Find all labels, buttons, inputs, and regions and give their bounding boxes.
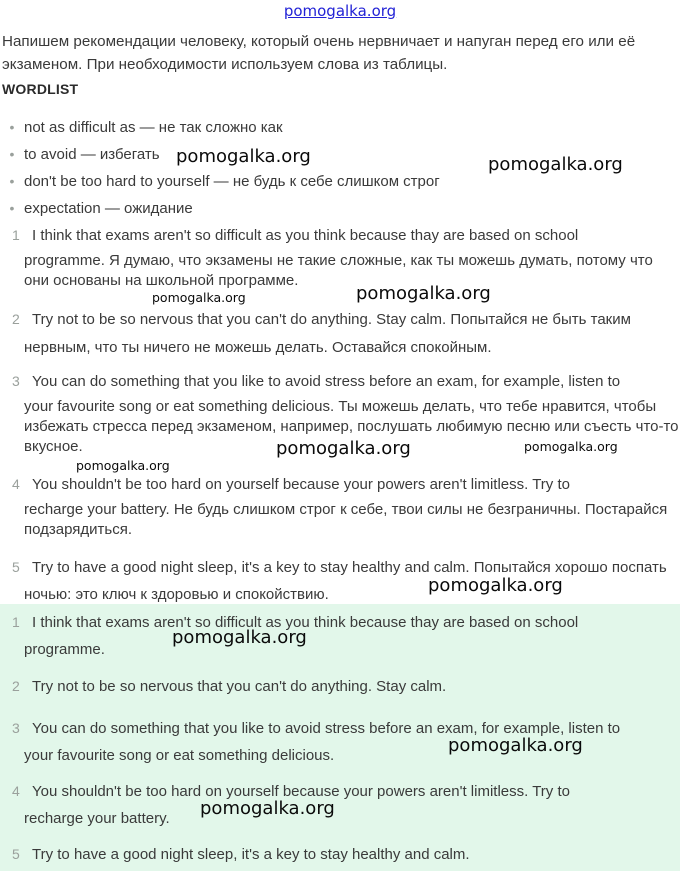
wordlist-heading: WORDLIST	[2, 81, 79, 97]
watermark-text: pomogalka.org	[356, 283, 491, 304]
watermark-text: pomogalka.org	[448, 735, 583, 756]
bullet-icon: •	[9, 119, 15, 135]
answer-en-line1: I think that exams aren't so difficult as you think because thay are based on school	[32, 614, 579, 631]
answer-en-line2: your favourite song or eat something delicious.	[24, 747, 335, 764]
answer-en-5	[0, 841, 680, 868]
bullet-icon: •	[9, 200, 15, 216]
answer-en: Try not to be so nervous that you can't do anything. Stay calm.	[32, 678, 447, 695]
item-number: 5	[12, 559, 20, 575]
answer-ru: Ты можешь делать, что тебе нравится, чтобы избежать стресса перед экзаменом, например, послушать любимую песню или съесть что-то вкусное.	[24, 398, 679, 455]
watermark-text: pomogalka.org	[172, 627, 307, 648]
item-number: 5	[12, 846, 20, 862]
wordlist-item: • not as difficult as — не так сложно как	[0, 116, 440, 143]
watermark-text: pomogalka.org	[276, 438, 411, 459]
answer-en-line2: recharge your battery.	[24, 810, 170, 827]
answer-en-line1: I think that exams aren't so difficult as you think because thay are based on school	[32, 227, 579, 244]
item-number: 3	[12, 720, 20, 736]
bullet-icon: •	[9, 173, 15, 189]
item-number: 1	[12, 227, 20, 243]
answer-en-1	[0, 609, 680, 663]
answer-translated-5	[0, 554, 680, 608]
answer-en-line2: programme.	[24, 641, 105, 658]
answer-translated-1	[0, 222, 680, 291]
task-intro: Напишем рекомендации человеку, который очень нервничает и напуган перед его или её экзаменом. При необходимости используем слова из таблицы.	[2, 33, 636, 73]
wordlist-item: • expectation — ожидание	[0, 197, 440, 224]
answer-en-line1: You shouldn't be too hard on yourself because your powers aren't limitless. Try to	[32, 783, 570, 800]
watermark-text: pomogalka.org	[176, 146, 311, 167]
answer-translated-2	[0, 306, 680, 362]
answer-ru: Попытайся не быть таким нервным, что ты ничего не можешь делать. Оставайся спокойным.	[24, 311, 631, 356]
top-watermark-link[interactable]: pomogalka.org	[283, 2, 397, 20]
answer-en: Try to have a good night sleep, it's a key to stay healthy and calm.	[32, 846, 470, 863]
item-number: 4	[12, 783, 20, 799]
answer-ru: Я думаю, что экзамены не такие сложные, как ты можешь думать, потому что они основаны на школьной программе.	[24, 252, 653, 289]
item-number: 4	[12, 476, 20, 492]
answer-en: Try not to be so nervous that you can't do anything. Stay calm.	[32, 311, 447, 328]
item-number: 2	[12, 311, 20, 327]
answer-en-line1: You can do something that you like to avoid stress before an exam, for example, listen to	[32, 720, 621, 737]
answer-en-line2: your favourite song or eat something delicious.	[24, 398, 335, 415]
watermark-text: pomogalka.org	[488, 154, 623, 175]
watermark-text: pomogalka.org	[524, 439, 618, 454]
watermark-text: pomogalka.org	[152, 290, 246, 305]
answer-ru: Попытайся хорошо поспать ночью: это ключ к здоровью и спокойствию.	[24, 559, 667, 603]
answer-translated-4	[0, 471, 680, 540]
answer-en-line1: You can do something that you like to avoid stress before an exam, for example, listen to	[32, 373, 621, 390]
bullet-icon: •	[9, 146, 15, 162]
wordlist-item: • to avoid — избегать	[0, 143, 440, 170]
answer-en-line1: You shouldn't be too hard on yourself because your powers aren't limitless. Try to	[32, 476, 570, 493]
answer-ru: Не будь слишком строг к себе, твои силы не безграничны. Постарайся подзарядиться.	[24, 501, 668, 538]
answer-en-line2: programme.	[24, 252, 105, 269]
watermark-text: pomogalka.org	[428, 575, 563, 596]
answer-en-4	[0, 778, 680, 832]
answer-en-2	[0, 673, 680, 700]
watermark-text: pomogalka.org	[76, 458, 170, 473]
answer-en: Try to have a good night sleep, it's a key to stay healthy and calm.	[32, 559, 470, 576]
wordlist-item: • don't be too hard to yourself — не будь к себе слишком строг	[0, 170, 440, 197]
item-number: 3	[12, 373, 20, 389]
watermark-text: pomogalka.org	[200, 798, 335, 819]
item-number: 2	[12, 678, 20, 694]
item-number: 1	[12, 614, 20, 630]
answer-en-line2: recharge your battery.	[24, 501, 170, 518]
wordlist	[0, 116, 440, 224]
